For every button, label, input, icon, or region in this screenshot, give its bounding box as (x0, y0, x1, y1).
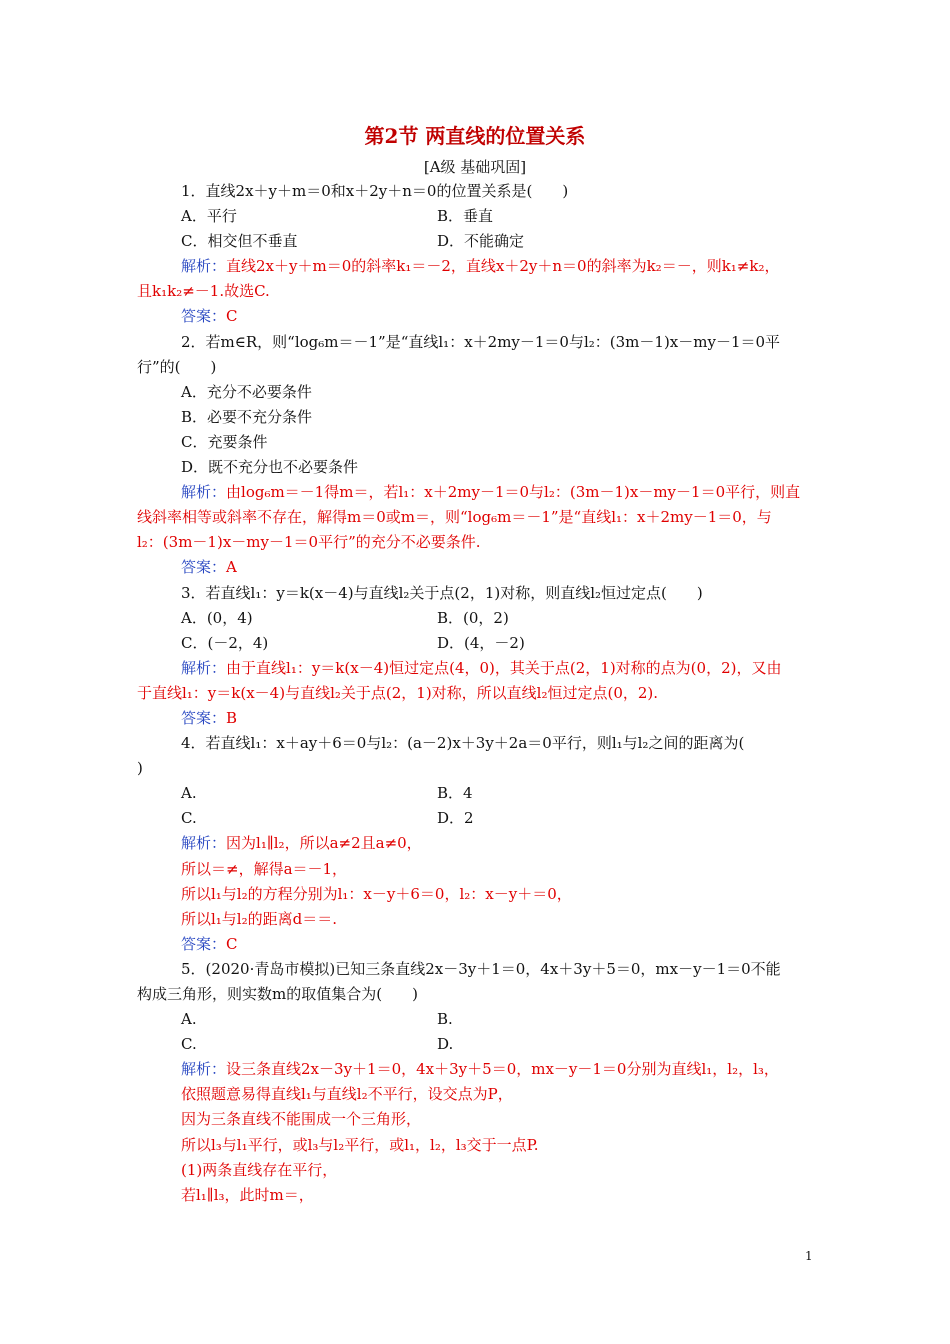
q4-stem-line2: ) (137, 759, 143, 778)
q3-analysis-line2: 于直线l₁：y＝k(x－4)与直线l₂关于点(2，1)对称，所以直线l₂恒过定点(0，2). (137, 683, 659, 702)
q3-analysis-line1 (137, 656, 817, 681)
q5-option-d: D. (437, 1035, 454, 1054)
q5-options-row2 (137, 1032, 817, 1057)
q1-options-row2 (137, 229, 817, 254)
q3-options-row1 (137, 606, 817, 631)
answer-label: 答案： (181, 708, 227, 727)
q4-analysis-line2: 所以＝≠，解得a＝－1， (181, 859, 348, 878)
q2-analysis-line1 (137, 480, 817, 505)
q2-option-b: B．必要不充分条件 (181, 407, 313, 426)
q3-answer (137, 706, 817, 731)
q1-analysis-line1 (137, 254, 817, 279)
q2-answer (137, 555, 817, 580)
q2-stem-line2: 行”的( ) (137, 357, 217, 376)
q4-analysis-line3: 所以l₁与l₂的方程分别为l₁：x－y＋6＝0，l₂：x－y＋＝0， (181, 884, 572, 903)
q5-analysis-line2: 依照题意易得直线l₁与直线l₂不平行，设交点为P， (181, 1085, 513, 1104)
q4-option-b: B．4 (437, 784, 473, 803)
q5-analysis-line1 (137, 1057, 817, 1082)
q2-analysis-line2: 线斜率相等或斜率不存在，解得m＝0或m＝，则“log₆m＝－1”是“直线l₁：x＋2my－1＝0，与 (137, 508, 772, 527)
q1-options-row1 (137, 204, 817, 229)
answer-value: A (226, 558, 237, 577)
answer-value: B (226, 708, 238, 727)
q1-stem: 1．直线2x＋y＋m＝0和x＋2y＋n＝0的位置关系是( ) (181, 182, 569, 200)
analysis-label: 解析： (181, 483, 227, 502)
q5-option-a: A. (181, 1010, 197, 1029)
analysis-label: 解析： (181, 1060, 227, 1079)
answer-label: 答案： (181, 558, 227, 577)
level-heading: [A级 基础巩固] (423, 158, 527, 176)
q1-option-a: A．平行 (181, 207, 237, 226)
q1-analysis-line2: 且k₁k₂≠－1.故选C. (137, 282, 270, 301)
q4-answer (137, 932, 817, 957)
q4-options-row2 (137, 806, 817, 831)
q5-analysis-line3: 因为三条直线不能围成一个三角形， (181, 1110, 422, 1129)
q3-option-d: D．(4，－2) (437, 633, 525, 652)
q5-analysis-line4: 所以l₃与l₁平行，或l₃与l₂平行，或l₁，l₂，l₃交于一点P. (181, 1135, 539, 1154)
q1-option-b: B．垂直 (437, 207, 494, 226)
question-list (137, 179, 817, 1208)
q4-analysis-line1 (137, 831, 817, 856)
q5-analysis-line5: (1)两条直线存在平行， (181, 1160, 338, 1179)
analysis-label: 解析： (181, 257, 227, 276)
answer-label: 答案： (181, 307, 227, 326)
page-title: 第2节 两直线的位置关系 (364, 124, 586, 148)
q4-options-row1 (137, 781, 817, 806)
answer-value: C (226, 934, 238, 953)
q3-option-c: C．(－2，4) (181, 633, 269, 652)
q4-analysis-line4: 所以l₁与l₂的距离d＝＝. (181, 909, 337, 928)
q5-options-row1 (137, 1007, 817, 1032)
q4-stem-line1: 4．若直线l₁：x＋ay＋6＝0与l₂：(a－2)x＋3y＋2a＝0平行，则l₁与l₂之间的距离为( (181, 734, 745, 753)
q5-stem-line2: 构成三角形，则实数m的取值集合为( ) (137, 985, 418, 1003)
q2-option-a: A．充分不必要条件 (181, 382, 312, 401)
q3-options-row2 (137, 631, 817, 656)
analysis-text: 直线2x＋y＋m＝0的斜率k₁＝－2，直线x＋2y＋n＝0的斜率为k₂＝－，则k₁≠k₂， (226, 257, 780, 276)
q1-option-d: D．不能确定 (437, 232, 525, 251)
q2-option-c: C．充要条件 (181, 432, 268, 451)
analysis-text: 由log₆m＝－1得m＝，若l₁：x＋2my－1＝0与l₂：(3m－1)x－my－1＝0平行，则直 (226, 483, 801, 502)
q4-option-a: A. (181, 784, 197, 803)
analysis-text: 设三条直线2x－3y＋1＝0，4x＋3y＋5＝0，mx－y－1＝0分别为直线l₁，l₂，l₃， (226, 1060, 779, 1079)
analysis-text: 因为l₁∥l₂，所以a≠2且a≠0， (226, 834, 422, 853)
analysis-label: 解析： (181, 834, 227, 853)
q2-option-d: D．既不充分也不必要条件 (181, 458, 359, 477)
answer-label: 答案： (181, 934, 227, 953)
page-number: 1 (805, 1249, 813, 1263)
analysis-text: 由于直线l₁：y＝k(x－4)恒过定点(4，0)，其关于点(2，1)对称的点为(0，2)，又由 (226, 658, 782, 677)
q5-option-c: C. (181, 1035, 197, 1054)
q5-option-b: B. (437, 1010, 453, 1029)
answer-value: C (226, 307, 238, 326)
q2-stem-line1: 2．若m∈R，则“log₆m＝－1”是“直线l₁：x＋2my－1＝0与l₂：(3m－1)x－my－1＝0平 (181, 332, 781, 351)
q3-option-a: A．(0，4) (181, 608, 253, 627)
q3-option-b: B．(0，2) (437, 608, 509, 627)
q3-stem: 3．若直线l₁：y＝k(x－4)与直线l₂关于点(2，1)对称，则直线l₂恒过定点( ) (181, 583, 703, 602)
q1-answer (137, 304, 817, 329)
q4-option-c: C. (181, 809, 197, 828)
q2-analysis-line3: l₂：(3m－1)x－my－1＝0平行”的充分不必要条件. (137, 533, 481, 552)
q1-option-c: C．相交但不垂直 (181, 232, 298, 251)
q5-analysis-line6: 若l₁∥l₃，此时m＝， (181, 1185, 314, 1204)
analysis-label: 解析： (181, 658, 227, 677)
q5-stem-line1: 5．(2020·青岛市模拟)已知三条直线2x－3y＋1＝0，4x＋3y＋5＝0，mx－y－1＝0不能 (181, 959, 781, 978)
q4-option-d: D．2 (437, 809, 474, 828)
